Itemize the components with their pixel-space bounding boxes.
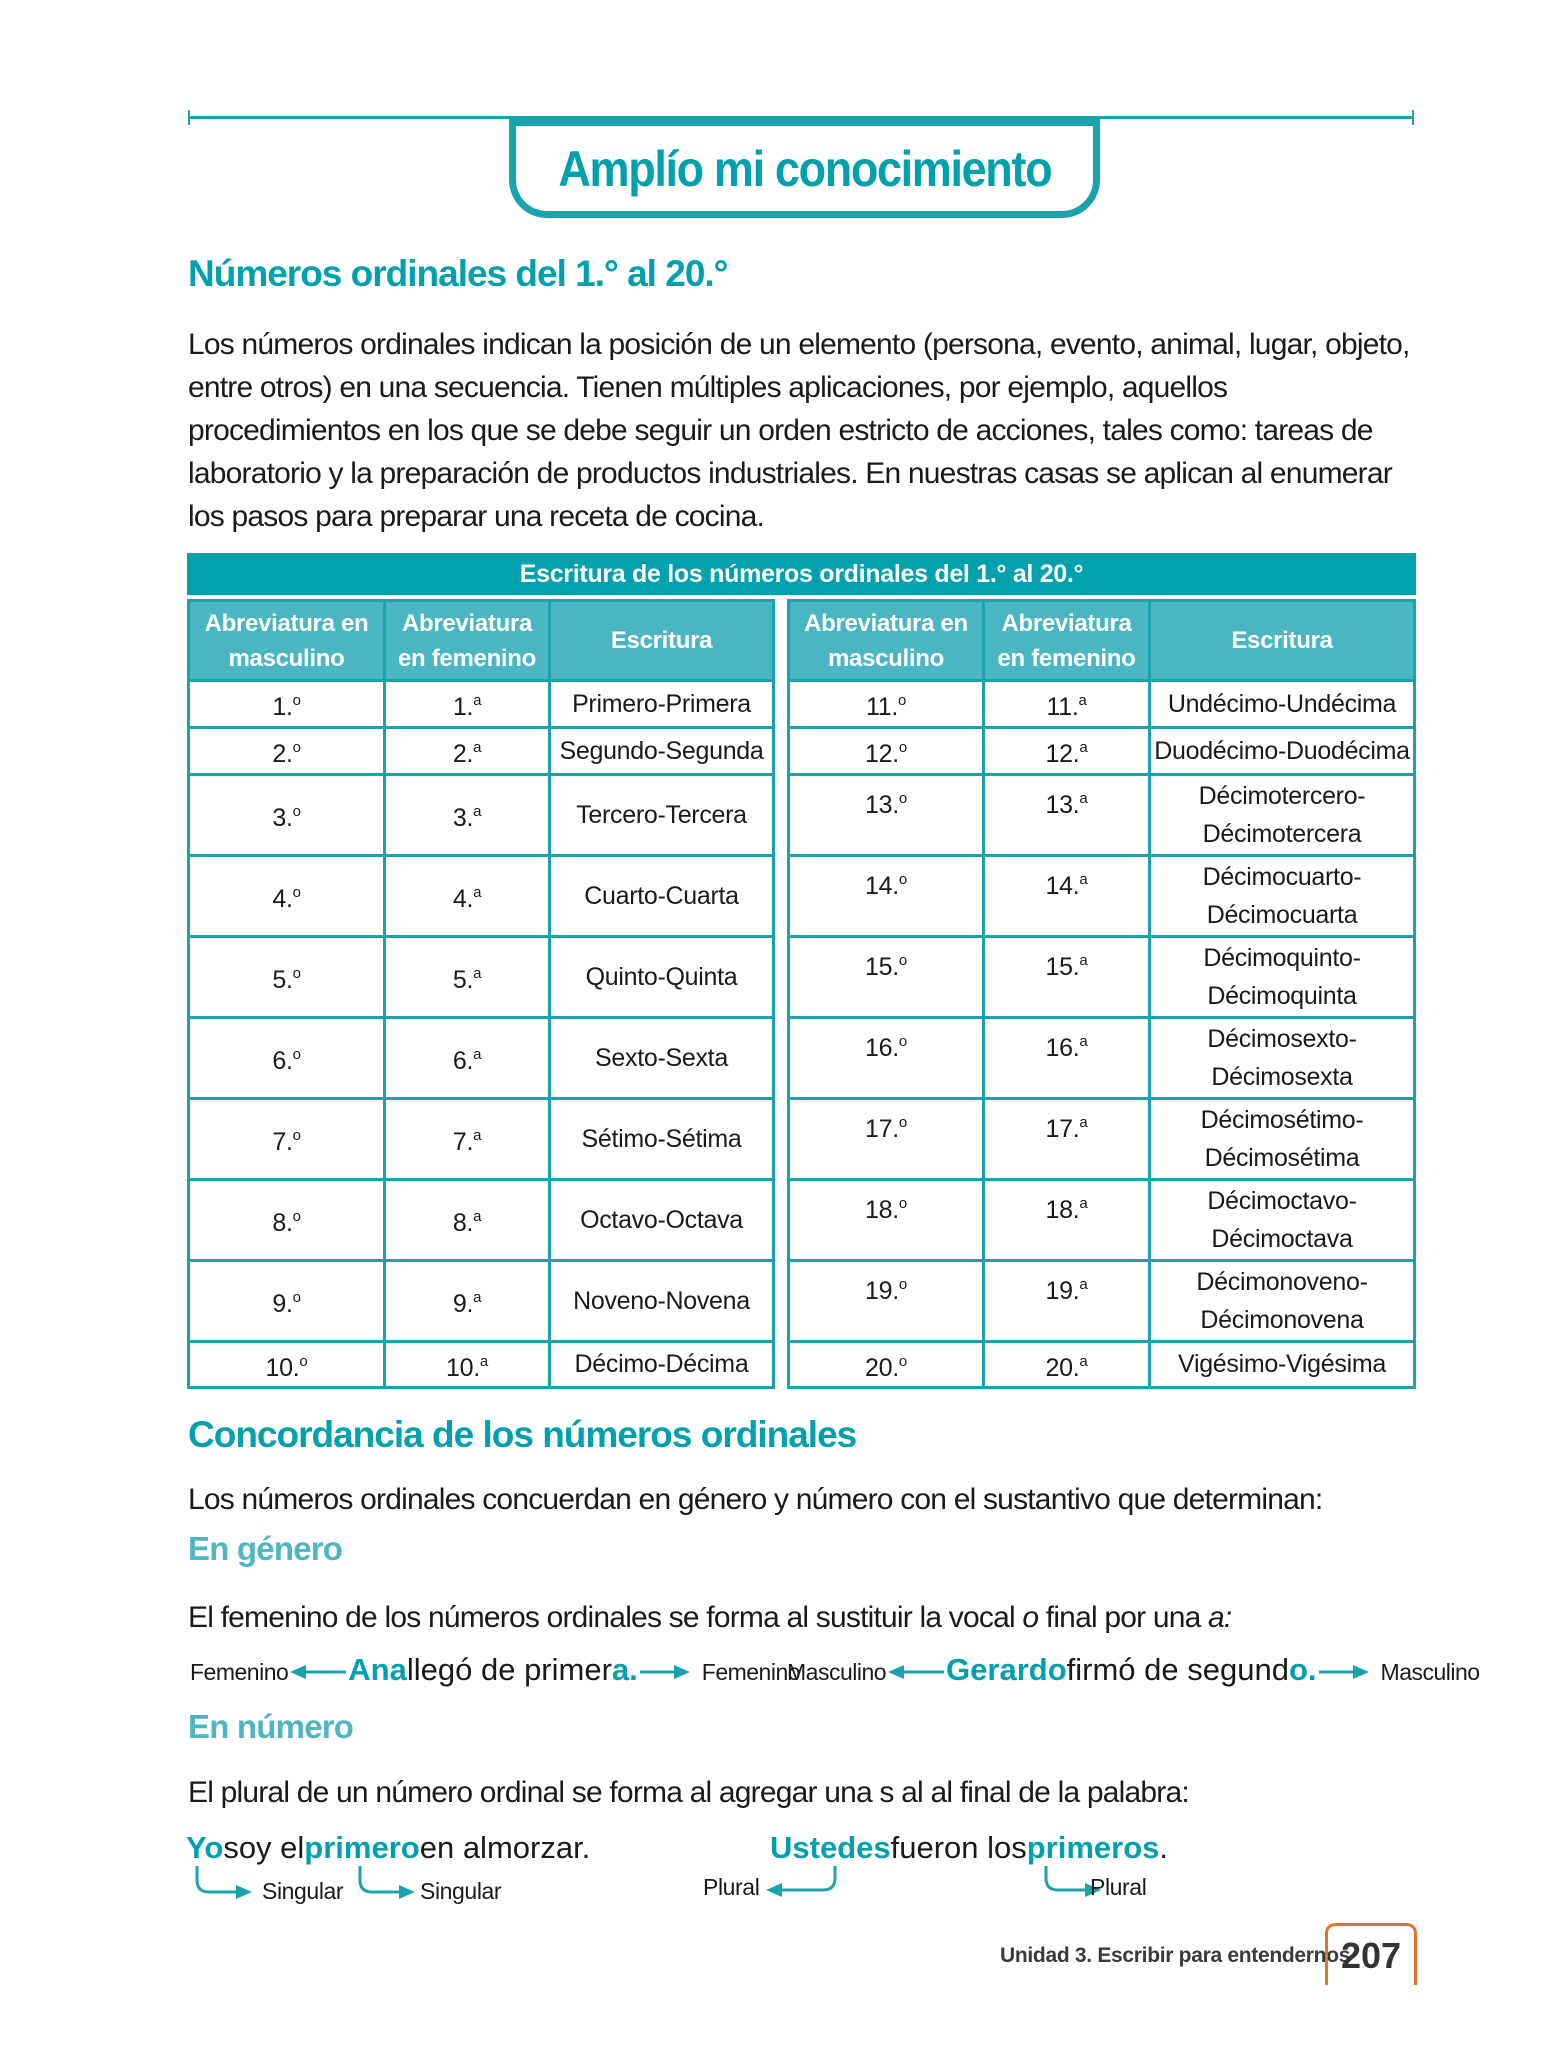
escritura: Décimotercero- Décimotercera <box>1150 774 1415 855</box>
escritura: Décimo-Décima <box>550 1341 774 1388</box>
table-row <box>189 727 774 774</box>
table-row <box>789 936 1415 1017</box>
abbr-femenino: 6.$^a$ <box>385 1017 550 1098</box>
abbr-masculino: 3.$^o$ <box>189 774 385 855</box>
escritura: Sexto-Sexta <box>550 1017 774 1098</box>
table-row <box>189 681 774 728</box>
table-row <box>189 1179 774 1260</box>
genero-text: El femenino de los números ordinales se forma al sustituir la vocal o final por una a: <box>188 1601 1232 1634</box>
escritura: Décimoctavo- Décimoctava <box>1150 1179 1415 1260</box>
abbr-femenino: 13.$^a$ <box>984 774 1150 855</box>
table-row <box>189 1017 774 1098</box>
abbr-masculino: 5.$^o$ <box>189 936 385 1017</box>
arrow-left-icon <box>290 1664 346 1680</box>
bend-arrow-icon <box>194 1866 254 1906</box>
table-right-half <box>787 599 1416 1389</box>
table-left-half <box>187 599 775 1389</box>
escritura: Segundo-Segunda <box>550 727 774 774</box>
page-title: Amplío mi conocimiento <box>558 140 1051 197</box>
escritura: Noveno-Novena <box>550 1260 774 1341</box>
abbr-masculino: 20.$^o$ <box>789 1341 984 1388</box>
abbr-femenino: 3.$^a$ <box>385 774 550 855</box>
escritura: Décimosétimo- Décimosétima <box>1150 1098 1415 1179</box>
escritura: Vigésimo-Vigésima <box>1150 1341 1415 1388</box>
arrow-left-icon <box>888 1664 944 1680</box>
plural-label: Plural <box>703 1874 760 1900</box>
intro-paragraph: Los números ordinales indican la posición de un elemento (persona, evento, animal, lugar, objeto, entre otros) en una secuencia. Tienen múltiples aplicaciones, por ejemplo, aquellos procedimientos en los que se debe seguir un orden estricto de acciones, tales como: tareas de laboratorio y la preparación de productos industriales. En nuestras casas se aplican al enumerar los pasos para preparar una receta de cocina. <box>188 328 1410 533</box>
header-femenino: Abreviatura en femenino <box>984 601 1150 681</box>
abbr-femenino: 12.$^a$ <box>984 727 1150 774</box>
singular-label: Singular <box>262 1878 344 1904</box>
abbr-femenino: 11.$^a$ <box>984 681 1150 728</box>
abbr-femenino: 16.$^a$ <box>984 1017 1150 1098</box>
header-femenino: Abreviatura en femenino <box>385 601 550 681</box>
table-row <box>189 1098 774 1179</box>
abbr-masculino: 15.$^o$ <box>789 936 984 1017</box>
abbr-femenino: 20.$^a$ <box>984 1341 1150 1388</box>
singular-label: Singular <box>420 1878 502 1904</box>
abbr-femenino: 10.$^a$ <box>385 1341 550 1388</box>
section-heading-concordancia: Concordancia de los números ordinales <box>188 1414 857 1455</box>
header-escritura: Escritura <box>550 601 774 681</box>
abbr-masculino: 12.$^o$ <box>789 727 984 774</box>
table-row <box>789 1179 1415 1260</box>
abbr-femenino: 9.$^a$ <box>385 1260 550 1341</box>
abbr-masculino: 13.$^o$ <box>789 774 984 855</box>
subheading-genero: En género <box>188 1530 343 1567</box>
concordancia-intro: Los números ordinales concuerdan en género y número con el sustantivo que determinan: <box>188 1483 1323 1516</box>
unit-footer: Unidad 3. Escribir para entendernos <box>1000 1944 1351 1967</box>
table-row <box>189 774 774 855</box>
escritura: Décimocuarto- Décimocuarta <box>1150 855 1415 936</box>
table-row <box>789 1341 1415 1388</box>
abbr-masculino: 19.$^o$ <box>789 1260 984 1341</box>
genero-example-masculine: Masculino Gerardo firmó de segund o. Masculino <box>787 1652 1480 1687</box>
ordinals-table <box>187 553 1416 1389</box>
table-row <box>789 1098 1415 1179</box>
escritura: Décimoquinto- Décimoquinta <box>1150 936 1415 1017</box>
abbr-masculino: 6.$^o$ <box>189 1017 385 1098</box>
abbr-masculino: 16.$^o$ <box>789 1017 984 1098</box>
genero-example-feminine: Femenino Ana llegó de primer a. Femenino <box>190 1652 801 1687</box>
escritura: Duodécimo-Duodécima <box>1150 727 1415 774</box>
bend-arrow-icon <box>357 1866 417 1906</box>
table-row <box>789 681 1415 728</box>
section-heading-ordinales: Números ordinales del 1.° al 20.° <box>188 253 728 294</box>
escritura: Cuarto-Cuarta <box>550 855 774 936</box>
abbr-masculino: 17.$^o$ <box>789 1098 984 1179</box>
escritura: Tercero-Tercera <box>550 774 774 855</box>
table-row <box>789 855 1415 936</box>
abbr-masculino: 4.$^o$ <box>189 855 385 936</box>
table-row <box>789 1260 1415 1341</box>
numero-text: El plural de un número ordinal se forma al agregar una s al al final de la palabra: <box>188 1776 1189 1809</box>
plural-label: Plural <box>1090 1874 1147 1900</box>
abbr-femenino: 7.$^a$ <box>385 1098 550 1179</box>
escritura: Octavo-Octava <box>550 1179 774 1260</box>
abbr-femenino: 5.$^a$ <box>385 936 550 1017</box>
header-escritura: Escritura <box>1150 601 1415 681</box>
abbr-masculino: 11.$^o$ <box>789 681 984 728</box>
abbr-femenino: 15.$^a$ <box>984 936 1150 1017</box>
escritura: Quinto-Quinta <box>550 936 774 1017</box>
escritura: Undécimo-Undécima <box>1150 681 1415 728</box>
abbr-masculino: 18.$^o$ <box>789 1179 984 1260</box>
table-row <box>789 727 1415 774</box>
abbr-femenino: 18.$^a$ <box>984 1179 1150 1260</box>
abbr-femenino: 4.$^a$ <box>385 855 550 936</box>
escritura: Sétimo-Sétima <box>550 1098 774 1179</box>
abbr-masculino: 10.$^o$ <box>189 1341 385 1388</box>
escritura: Primero-Primera <box>550 681 774 728</box>
table-title: Escritura de los números ordinales del 1.° al 20.° <box>187 553 1416 595</box>
abbr-masculino: 14.$^o$ <box>789 855 984 936</box>
subheading-numero: En número <box>188 1708 354 1745</box>
table-row <box>789 774 1415 855</box>
header-masculino: Abreviatura en masculino <box>189 601 385 681</box>
abbr-masculino: 9.$^o$ <box>189 1260 385 1341</box>
abbr-masculino: 1.$^o$ <box>189 681 385 728</box>
abbr-femenino: 2.$^a$ <box>385 727 550 774</box>
abbr-masculino: 8.$^o$ <box>189 1179 385 1260</box>
title-tab <box>509 116 1100 218</box>
bend-arrow-icon <box>764 1866 838 1902</box>
table-row <box>189 855 774 936</box>
numero-example-singular: Yo soy el primero en almorzar. <box>186 1830 591 1865</box>
abbr-femenino: 14.$^a$ <box>984 855 1150 936</box>
escritura: Décimonoveno- Décimonovena <box>1150 1260 1415 1341</box>
escritura: Décimosexto- Décimosexta <box>1150 1017 1415 1098</box>
arrow-right-icon <box>640 1664 690 1680</box>
abbr-masculino: 2.$^o$ <box>189 727 385 774</box>
abbr-femenino: 17.$^a$ <box>984 1098 1150 1179</box>
table-row <box>189 1341 774 1388</box>
table-row <box>189 936 774 1017</box>
table-row <box>789 1017 1415 1098</box>
numero-example-plural: Ustedes fueron los primeros . <box>770 1830 1169 1865</box>
abbr-femenino: 8.$^a$ <box>385 1179 550 1260</box>
table-row <box>189 1260 774 1341</box>
page-number: 207 <box>1325 1923 1417 1985</box>
abbr-femenino: 19.$^a$ <box>984 1260 1150 1341</box>
abbr-femenino: 1.$^a$ <box>385 681 550 728</box>
arrow-right-icon <box>1319 1664 1369 1680</box>
header-masculino: Abreviatura en masculino <box>789 601 984 681</box>
abbr-masculino: 7.$^o$ <box>189 1098 385 1179</box>
